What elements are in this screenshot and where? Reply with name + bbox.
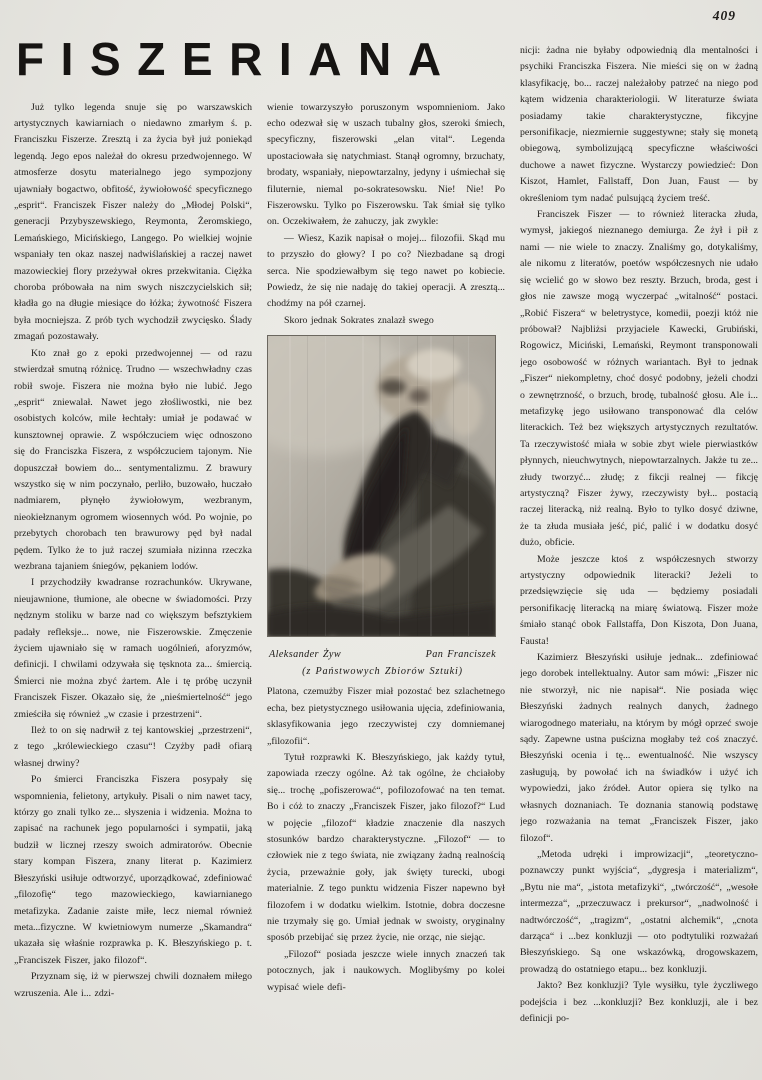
page-content [14,33,758,1073]
figure-caption-row [267,648,498,662]
article-title: FISZERIANA [16,33,458,85]
figure-caption [267,648,498,679]
paragraph: „Metoda udręki i improwizacji“, „teoretyczno-poznawczy punkt wyjścia“, „dygresja i materializm“, „Bytu nie ma“, „istota metafizyki“, „twórczość“, „wesołe intermezza“, „przeczuwacz i prekursor“, „nadwolność i nadtwórczość“, „tragizm“, „ostatni alchemik“, „cnota darząca“ i ...bez konkluzji — oto podtytuliki rozważań Błeszyńskiego. Są one wskazówką, drogowskazem, prowadzą do ostatniego etapu... bez konkluzji. [520,848,758,975]
paragraph: Skoro jednak Sokrates znalazł swego [284,314,434,326]
paragraph: I przychodziły kwadranse rozrachunków. Ukrywane, nieujawnione, tłumione, ale obecne w świadomości. Przy nędznym stoliku w barze nad co większym befsztykiem padały refleksje... nowe, nie Fiszerowskie. Zmęczenie życiem ujawniało się w ramach uogólnień, aforyzmów, definicji. I chwilami odzywała się tęsknota za... śmiercią. Śmierci nie można zbyć żartem. Ale i tę próbę uczynił Franciszek Fiszer. Okazało się, że „nieśmiertelność“ jego zmieściła się również „w czasie i przestrzeni“. [14,577,252,720]
paragraph: Jakto? Bez konkluzji? Tyle wysiłku, tyle życzliwego podejścia i bez ...konkluzji? Bez konkluzji, ale i bez definicji po- [520,980,758,1024]
figure-title: Pan Franciszek [425,649,496,661]
portrait-painting [267,335,496,637]
paragraph: „Filozof“ posiada jeszcze wiele innych znaczeń tak potocznych, jak i naukowych. Moglibyśmy po kolei wypisać wiele defi- [267,948,505,993]
paragraph-dialog: — Wiesz, Kazik napisał o mojej... filozofii. Skąd mu to przyszło do głowy? I po co? Niezbadane są drogi serca. Nie spodziewałbym się tego nawet po kobiecie. Powiedz, że się nie nadaję do takiej operacji. A zresztą... chodźmy na pół czarnej. [267,232,505,310]
paragraph: nicji: żadna nie byłaby odpowiednią dla mentalności i psychiki Franciszka Fiszera. Nie mieści się on w żadną klasyfikację, bo... raczej należałoby patrzeć na niego pod kątem widzenia charakteriologii. W literaturze świata posiadamy takie charakterystyczne, fikcyjne personifikacje, niezmiernie suggestywne; stały się monetą obiegową, symbolizującą specyficzne właściwości duchowe a nawet fizyczne. Wystarczy powiedzieć: Don Kiszot, Hamlet, Fallstaff, Don Juan, Faust — by określeniom tym nadać pulsującą życiem treść. [520,45,758,204]
paragraph: Kto znał go z epoki przedwojennej — od razu stwierdzał smutną różnicę. Trudno — wszechwładny czas robił swoje. Fiszera nie można było nie lubić. Jego „esprit“ zniewalał. Nawet jego złośliwostki, nie bez osobistych kolców, mile łechtały: umiał je podawać w kunsztownej oprawie. Z współczuciem więc odnoszono się do Franciszka Fiszera, z współczuciem tajonym. Nie dopuszczał bowiem do... sentymentalizmu. Z brawury wszystko się w nim poczynało, perliło, buzowało, huczało nadmiarem, płynęło żywiołowym, wezbranym, nieokiełznanym ogromem wiosennych wód. Po wojnie, po przebytych chorobach ten brawurowy pęd był nadal pędem. Tylko że to już raczej szumiała nizinna rzeczka wezbrana tajaniem śniegów, pękaniem lodów. [14,347,252,572]
left-block [14,34,505,1073]
column-3 [520,34,758,1073]
paragraph: Ileż to on się nadrwił z tej kantowskiej „przestrzeni“, z tego „królewieckiego czasu“! Czyżby padł ofiarą własnej drwiny? [14,725,252,769]
figure-artist: Aleksander Żyw [269,649,342,661]
paragraph: Przyznam się, iż w pierwszej chwili doznałem miłego wzruszenia. Ale i... zdzi- [14,971,252,999]
paragraph: Może jeszcze ktoś z współczesnych stworzy artystyczny odpowiednik literacki? Jeżeli to przedsięwzięcie się uda — będziemy posiadali personifikację literacką na miarę światową. Fiszer może śmiało stanąć obok Fallstaffa, Don Kiszota, Don Juana, Fausta! [520,553,758,647]
paragraph: wienie towarzyszyło poruszonym wspomnieniom. Jako echo odezwał się w uszach tubalny głos, szeroki śmiech, specyficzny, fiszerowski „elan vital“. Legenda upostaciowała się natychmiast. Stanął ogromny, brzuchaty, brodaty, wspaniały, niepowtarzalny, jedyny i uśmiechał się filuternie, niemal po-sokratesowsku. Nie! Nie! Po Fiszerowsku. Tylko po Fiszerowsku. Tak śmiał się tylko on. Oczekiwałem, że zahuczy, jak zwykle: [267,101,505,228]
column-1 [14,100,252,1002]
paragraph: Tytuł rozprawki K. Błeszyńskiego, jak każdy tytuł, zapowiada rzeczy ogólne. Aż tak ogólne, że chciałoby się... trochę „pofiszerować“, pofilozofować na ten temat. Bo i cóż to znaczy „Franciszek Fiszer, jako filozof?“ Lud w pojęcie „filozof“ kładzie znaczenie dla naszych stosunków bardzo charakterystyczne. „Filozof“ — to człowiek nie z tego świata, nie związany żadną realnością życia, przeważnie goły, jak święty turecki, ubogi materialnie. Z tego punktu widzenia Fiszer napewno był filozofem i w dodatku wielkim. Istotnie, dobra doczesne nie trzymały się go. Umiał jednak w swoisty, oryginalny sposób przebijać się przez życie, nie orząc, nie siejąc. [267,751,505,944]
paragraph: Franciszek Fiszer — to również literacka złuda, wymysł, jakiegoś nieznanego demiurga. Że żył i pił z nami — nie wiele to znaczy. Znaliśmy go, dotykaliśmy, ale nikomu z literatów, poetów współczesnych nie udało się wcielić go w słowo bez reszty. Brzuch, broda, gest i głos nie zawsze mogą wyczerpać „witalność“ postaci. „Robić Fiszera“ w beletrystyce, komedii, poezji któż nie próbował? Najbliżsi przyjaciele Kawecki, Grubiński, Rogowicz, Miciński, Lemański, Reymont transponowali jego osobowość w różnych wariantach. Był to jednak „Fiszer“ niekompletny, choć dosyć podobny, jeżeli chodzi o zewnętrzność, o brzuch, brodę, tubalność głosu. Ale i... metafizykę jego usiłowano transponować dla celów literackich. Też bez większych artystycznych rezultatów. Ta rzeczywistość miała w sobie zbyt wiele pierwiastków płynnych, nieuchwytnych, niepowtarzalnych. Jakże tu ze... złudy tworzyć... złudę; z fikcji realnej — fikcję artystyczną? Fiszer żywy, rzeczywisty był... postacią raczej literacką, niż realną. Było to tylko dosyć dziwne, że ta złuda musiała jeść, pić, palić i w dodatku dosyć dużo, obficie. [520,209,758,549]
portrait-figure [267,335,498,679]
two-columns [14,100,505,1002]
figure-source: (z Państwowych Zbiorów Sztuki) [302,666,463,678]
paragraph: Platona, czemużby Fiszer miał pozostać bez szlachetnego echa, bez pietystycznego usiłowania ujęcia, zdefiniowania, sklasyfikowania jego rzeczywistej czy domniemanej „filozofii“. [267,686,505,747]
column-2 [267,100,505,1002]
paragraph: Po śmierci Franciszka Fiszera posypały się wspomnienia, felietony, artykuły. Pisali o nim nawet tacy, którzy go znali tylko ze... słyszenia i widzenia. Można to zapisać na rachunek jego popularności i sympatii, jaką budził w licznej rzeszy swoich admiratorów. Obecnie stary kompan Fiszera, znany literat p. Kazimierz Błeszyński usiłuje odtworzyć, uporządkować, zdefiniować „filozofię“ tego mazowieckiego, kawiarnianego metafizyka. Zadanie zaiste miłe, lecz niemal również meta...fizyczne. W kwietniowym numerze „Skamandra“ ukazała się właśnie rozprawka p. K. Błeszyńskiego p. t. „Franciszek Fiszer, jako filozof“. [14,774,252,966]
paragraph: Kazimierz Błeszyński usiłuje jednak... zdefiniować jego dorobek intellektualny. Autor sam mówi: „Fiszer nic nie stworzył, nic nie napisał“. Nie posiada więc Błeszyński żadnych realnych danych, żadnego wiarogodnego materiału, na którym by mógł oprzeć swoje sądy. Zapewne ustna puścizna mogłaby też coś znaczyć. Błeszyński ocenia i tę... ewentualność. Nie wszyscy zasługują, by powołać ich na świadków i użyć ich wypowiedzi, jako źródeł. Autor opiera się tylko na własnych doznaniach. Te doznania stanowią podstawę jego rozważania na temat „Franciszek Fiszer, jako filozof“. [520,652,758,844]
page-number: 409 [712,8,736,23]
paragraph: Już tylko legenda snuje się po warszawskich artystycznych kawiarniach o niedawno zmarłym ś. p. Franciszku Fiszerze. Zresztą i za życia był już poniekąd legendą. Jego epos należał do okresu przedwojennego. W atmosferze dosytu materialnego jego sympozjony ujawniały bogactwo, obfitość, żywiołowość specyficznego „esprit“. Franciszek Fiszer należy do „Młodej Polski“, generacji Przybyszewskiego, Reymonta, Żeromskiego, Lemańskiego, Micińskiego, Langego. Po wielkiej wojnie wspaniały ten okaz naszej nadwiślańskiej a raczej nawet mazowieckiej flory przeżywał okres przekwitania. Ciężka choroba próbowała na nim swych niszczycielskich sił; kładła go na długie miesiące do łóżka; żywotność Fiszera była mocniejsza. Z prób tych wychodził zwycięsko. Ślady zmagań pozostawały. [14,101,252,343]
